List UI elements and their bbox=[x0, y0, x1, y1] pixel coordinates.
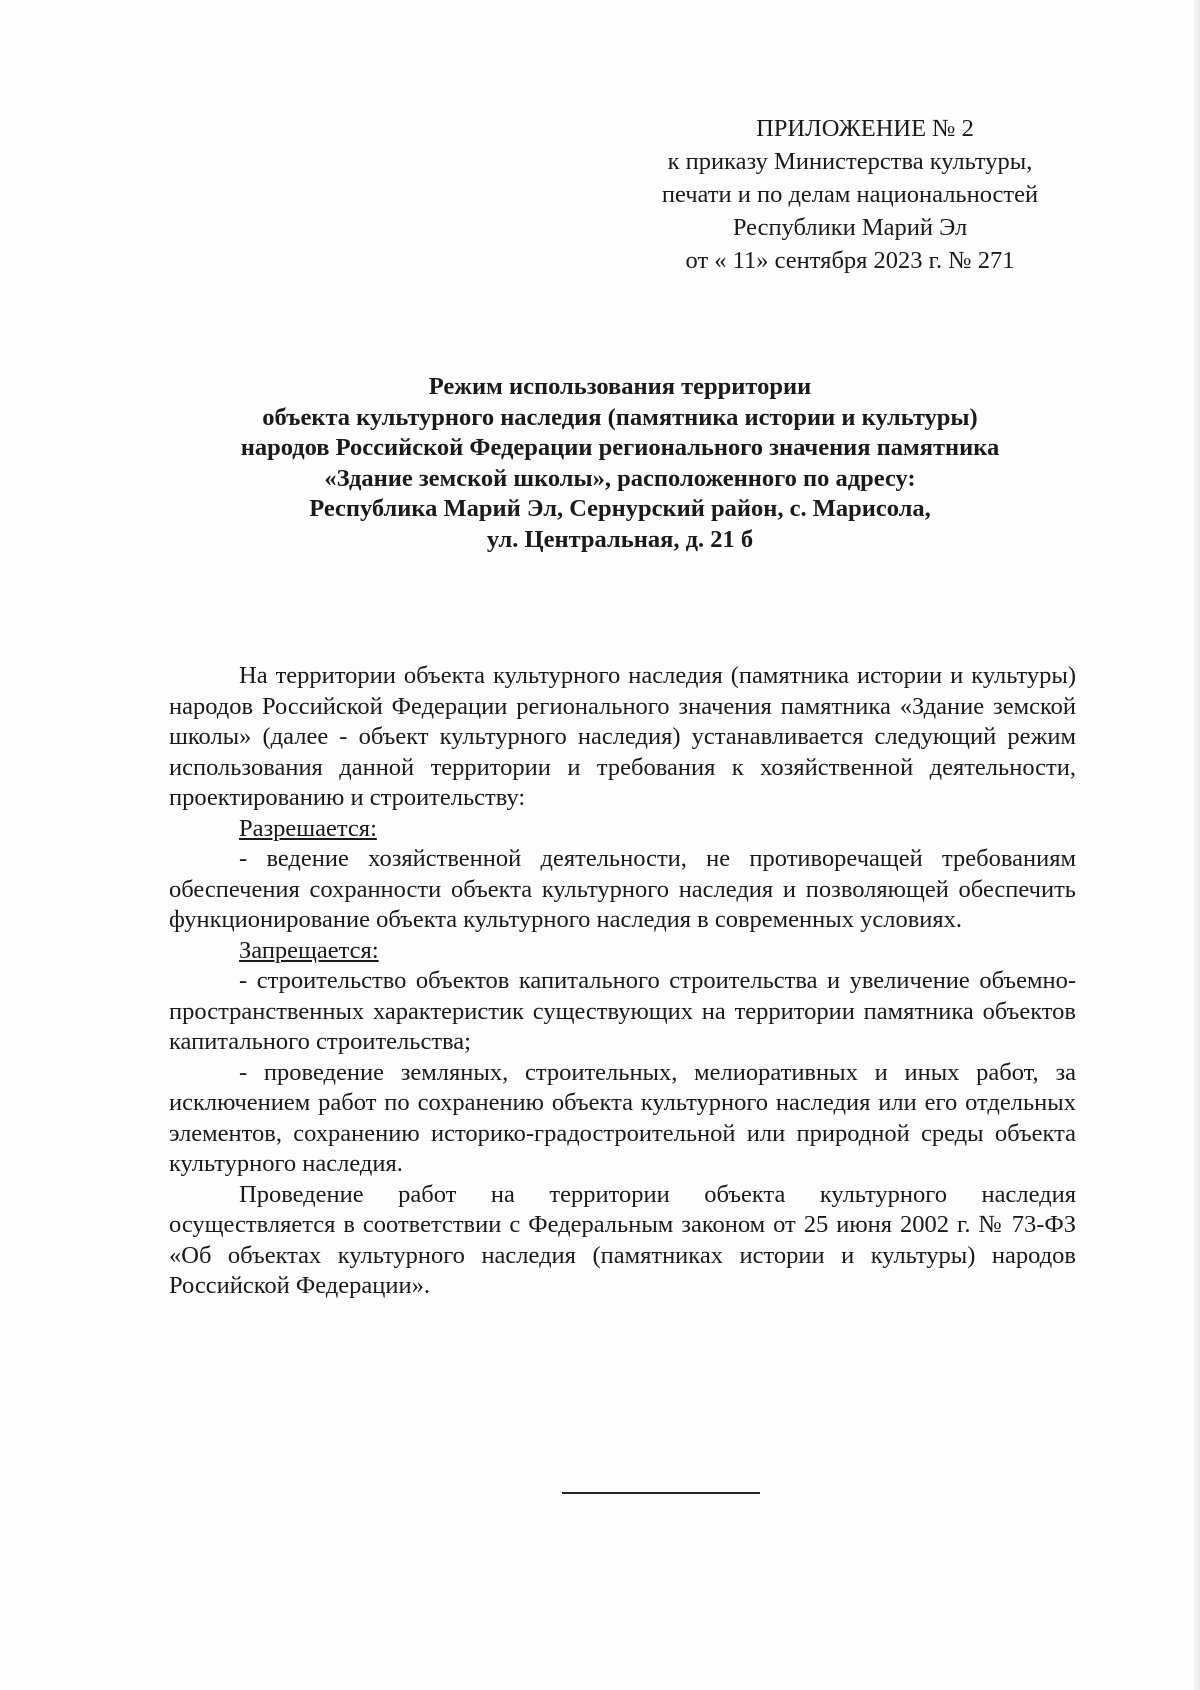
forbidden-label: Запрещается: bbox=[239, 936, 379, 964]
forbidden-item: - строительство объектов капитального строительства и увеличение объемно-пространственных характеристик существующих на территории памятника объектов капитального строительства; bbox=[169, 967, 1076, 1055]
allowed-label: Разрешается: bbox=[239, 814, 377, 842]
forbidden-heading bbox=[169, 936, 1076, 967]
allowed-heading bbox=[169, 814, 1076, 845]
title-line: «Здание земской школы», расположенного по адресу: bbox=[324, 464, 916, 492]
intro-paragraph: На территории объекта культурного наследия (памятника истории и культуры) народов Российской Федерации регионального значения памятника «Здание земской школы» (далее - объект культурного наследия) устанавливается следующий режим использования данной территории и требования к хозяйственной деятельности, проектированию и строительству: bbox=[169, 662, 1076, 811]
title-line: объекта культурного наследия (памятника истории и культуры) bbox=[262, 403, 978, 431]
title-line: Республика Марий Эл, Сернурский район, с. Марисола, bbox=[309, 495, 931, 522]
document-body bbox=[169, 661, 1076, 1302]
appendix-line: от « 11» сентября 2023 г. № 271 bbox=[685, 247, 1015, 274]
title-line: Режим использования территории bbox=[428, 373, 812, 400]
closing-paragraph: Проведение работ на территории объекта культурного наследия осуществляется в соответствии с Федеральным законом от 25 июня 2002 г. № 73-ФЗ «Об объектах культурного наследия (памятниках истории и культуры) народов Российской Федерации». bbox=[169, 1180, 1076, 1299]
appendix-line: к приказу Министерства культуры, bbox=[667, 148, 1033, 175]
page-edge-shadow bbox=[1194, 0, 1200, 1690]
title-line: народов Российской Федерации регионального значения памятника bbox=[240, 434, 1000, 461]
title-line: ул. Центральная, д. 21 б bbox=[486, 525, 754, 553]
allowed-item: - ведение хозяйственной деятельности, не противоречащей требованиям обеспечения сохранности объекта культурного наследия и позволяющей обеспечить функционирование объекта культурного наследия в современных условиях. bbox=[169, 845, 1076, 933]
appendix-line: печати и по делам национальностей bbox=[661, 181, 1039, 208]
appendix-block bbox=[600, 112, 1100, 277]
forbidden-item: - проведение земляных, строительных, мелиоративных и иных работ, за исключением работ по сохранению объекта культурного наследия или его отдельных элементов, сохранению историко-градостроительной или природной среды объекта культурного наследия. bbox=[169, 1058, 1076, 1177]
end-separator-line bbox=[562, 1492, 760, 1494]
appendix-line: Республики Марий Эл bbox=[732, 214, 968, 241]
document-title bbox=[140, 372, 1100, 555]
appendix-title: ПРИЛОЖЕНИЕ № 2 bbox=[756, 115, 974, 142]
